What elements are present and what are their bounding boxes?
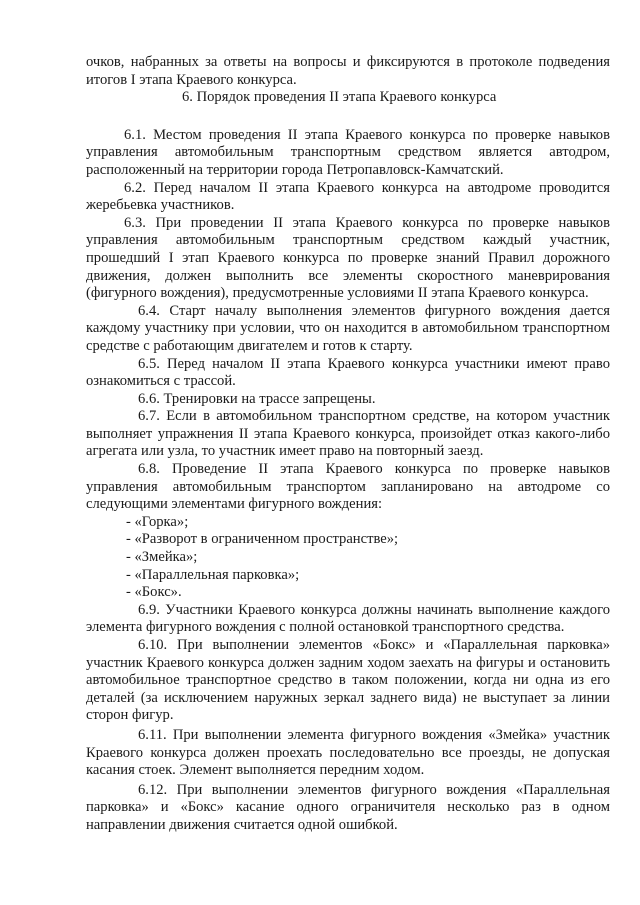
paragraph-6-10: 6.10. При выполнении элементов «Бокс» и «Параллельная парковка» участник Краевого конкурса должен задним ходом заехать на фигуры и остановить автомобильное транспортное средство в таком положении, когда ни одна из его деталей (за исключением наружных зеркал заднего вида) не выступает за линии сторон фигур.	[86, 637, 610, 724]
paragraph-6-1: 6.1. Местом проведения II этапа Краевого конкурса по проверке навыков управления автомобильным транспортным средством является автодром, расположенный на территории города Петропавловск-Камчатский.	[86, 126, 610, 178]
paragraph-6-9: 6.9. Участники Краевого конкурса должны начинать выполнение каждого элемента фигурного вождения с полной остановкой транспортного средства.	[86, 601, 610, 636]
document-page	[86, 54, 610, 835]
section-heading: 6. Порядок проведения II этапа Краевого конкурса	[182, 89, 497, 106]
paragraph-6-11: 6.11. При выполнении элемента фигурного вождения «Змейка» участник Краевого конкурса должен проехать последовательно все проезды, не допуская касания стоек. Элемент выполняется передним ходом.	[86, 726, 610, 779]
paragraph-6-5: 6.5. Перед началом II этапа Краевого конкурса участники имеют право ознакомиться с трассой.	[86, 355, 610, 390]
list-item: - «Змейка»;	[126, 549, 198, 566]
list-item: - «Параллельная парковка»;	[126, 566, 300, 583]
spacer	[86, 107, 610, 127]
intro-paragraph: очков, набранных за ответы на вопросы и фиксируются в протоколе подведения итогов I этапа Краевого конкурса.	[86, 54, 610, 88]
paragraph-6-2: 6.2. Перед началом II этапа Краевого конкурса на автодроме проводится жеребьевка участников.	[86, 179, 610, 214]
list-item: - «Бокс».	[126, 584, 182, 601]
paragraph-6-6: 6.6. Тренировки на трассе запрещены.	[138, 390, 376, 407]
paragraph-6-8: 6.8. Проведение II этапа Краевого конкурса по проверке навыков управления автомобильным транспортом запланировано на автодроме со следующими элементами фигурного вождения:	[86, 461, 610, 513]
paragraph-6-12: 6.12. При выполнении элементов фигурного вождения «Параллельная парковка» и «Бокс» касание одного ограничителя несколько раз в одном направлении движения считается одной ошибкой.	[86, 781, 610, 833]
paragraph-6-3: 6.3. При проведении II этапа Краевого конкурса по проверке навыков управления автомобильным транспортным средством каждый участник, прошедший I этап Краевого конкурса по проверке знаний Правил дорожного движения, должен выполнить все элементы скоростного маневрирования (фигурного вождения), предусмотренные условиями II этапа Краевого конкурса.	[86, 214, 610, 302]
paragraph-6-4: 6.4. Старт началу выполнения элементов фигурного вождения дается каждому участнику при условии, что он находится в автомобильном транспортном средстве с работающим двигателем и готов к старту.	[86, 302, 610, 354]
list-item: - «Разворот в ограниченном пространстве»;	[126, 531, 399, 548]
paragraph-6-7: 6.7. Если в автомобильном транспортном средстве, на котором участник выполняет упражнения II этапа Краевого конкурса, произойдет отказ какого-либо агрегата или узла, то участник имеет право на повторный заезд.	[86, 408, 610, 460]
list-item: - «Горка»;	[126, 513, 189, 530]
